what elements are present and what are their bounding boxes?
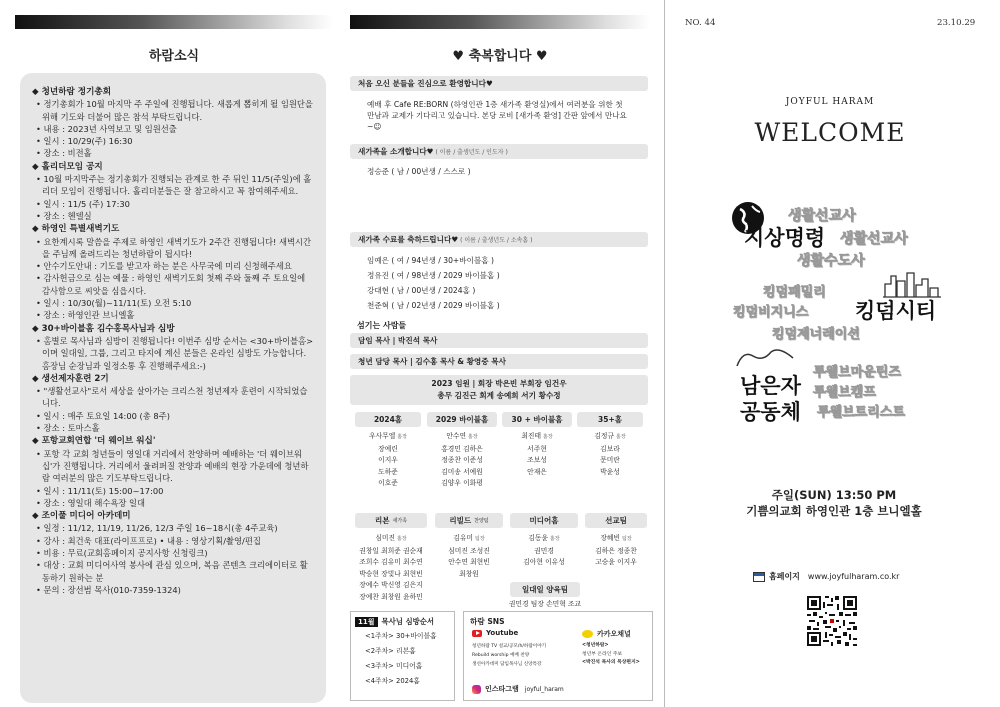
news-heading: ◆ 생선제자훈련 2기 — [32, 373, 109, 384]
member-row — [579, 557, 653, 569]
member-row — [573, 455, 647, 467]
news-item: • 일시 : 매주 토요일 14:00 (총 8주) — [36, 410, 170, 421]
news-item: • 일시 : 11/5 (주) 17:30 — [36, 198, 130, 209]
member-row — [351, 431, 425, 444]
member-row — [504, 533, 584, 546]
keyword-kingdom-family: 킹덤패밀리 — [763, 285, 826, 300]
instagram-id: joyful_haram — [524, 685, 564, 693]
member-name: 장예린 — [378, 444, 398, 453]
news-panel — [20, 73, 326, 703]
graduation-label: 새가족 수료를 축하드립니다♥ — [358, 235, 459, 244]
team-label: 리본 — [375, 515, 390, 525]
news-item: • 일정 : 11/12, 11/19, 11/26, 12/3 주일 16~18시(총 4주교육) — [36, 523, 278, 534]
news-item: • 장소 : 헨델실 — [36, 210, 92, 221]
member-row — [573, 444, 647, 456]
youth-pastor-bar — [350, 354, 648, 369]
member-name: 문미란 — [600, 456, 620, 464]
new-family-note: ( 이름 / 출생년도 / 인도자 ) — [435, 149, 508, 156]
team-pill — [585, 513, 647, 528]
browser-icon — [753, 572, 765, 582]
visit-item: <4주차> 2024홈 — [365, 677, 420, 685]
member-name: 김동윤 — [528, 534, 549, 542]
news-item: • 장소 : 비전홀 — [36, 148, 92, 159]
welcome-bar — [350, 76, 648, 91]
member-role: 홈장 — [616, 434, 626, 440]
member-row — [579, 546, 653, 558]
news-item: • 강사 : 최건욱 대표(라이프프로) • 내용 : 영상기획/촬영/편집 — [36, 535, 261, 546]
news-item: • 대상 : 교회 미디어사역 봉사에 관심 있으며, 복음 콘텐츠 크리에이터로 활동하기 원하는 분 — [36, 560, 308, 583]
team-label: 선교팀 — [605, 515, 627, 525]
city-skyline-icon — [883, 270, 941, 298]
graduate-name: 정유진 ( 여 / 98년생 / 2029 바이블홈 ) — [367, 271, 500, 280]
member-name: 김미송 서예원 — [441, 467, 483, 476]
member-row — [429, 569, 509, 581]
member-role: 홈장 — [397, 536, 407, 542]
member-row — [349, 592, 433, 604]
new-family-label: 새가족을 소개합니다♥ — [358, 147, 434, 156]
youtube-icon — [472, 630, 482, 637]
blessing-title: ♥ 축복합니다 ♥ — [452, 49, 548, 64]
team-members — [579, 533, 653, 569]
officers-line-2: 총무 김진근 회계 송예희 서기 황수정 — [437, 391, 561, 400]
instagram-link[interactable] — [472, 684, 564, 694]
news-heading: ◆ 홀리더모임 공지 — [32, 161, 103, 172]
team-members — [349, 533, 433, 603]
kakao-icon — [582, 630, 593, 638]
member-role: 팀장 — [475, 536, 485, 542]
youtube-channel[interactable]: 청년하람 TV 설교/공모/h/하람이야기 — [472, 644, 547, 649]
leaders-title: 섬기는 사람들 — [357, 321, 407, 330]
youth-pastor-label: 청년 담당 목사 | 김수홍 목사 & 황영중 목사 — [358, 357, 506, 366]
team-sub: 새가족 — [392, 517, 407, 524]
graduation-bar — [350, 232, 648, 247]
member-row — [573, 467, 647, 479]
member-row — [573, 431, 647, 444]
home-pill: 2024홈 — [355, 412, 421, 427]
news-heading: ◆ 조이풀 미디어 아카데미 — [32, 511, 131, 522]
homepage-label: 홈페이지 — [769, 572, 800, 581]
member-row — [579, 533, 653, 546]
news-item: • 포항 각 교회 청년들이 영일대 거리에서 찬양하며 예배하는 '더 웨이브워십'가 진행됩니다. 거리에서 울려퍼질 찬양과 예배의 현장 가운데에 청년하람 여러분의 많은 기도부탁드립니다. — [36, 448, 309, 484]
member-name: 조보성 — [527, 456, 547, 464]
member-row — [351, 467, 425, 479]
welcome-headline: WELCOME — [754, 118, 906, 147]
member-name: 권민경 — [534, 546, 554, 555]
keyword-community: 공동체 — [740, 400, 801, 424]
member-name: 조희수 김유미 최수연 — [359, 558, 423, 566]
member-name: 장예찬 최창원 윤하민 — [359, 592, 423, 601]
graduation-list — [367, 253, 500, 313]
member-name: 김보라 — [600, 444, 620, 453]
graduate-name: 강대현 ( 남 / 00년생 / 2024홈 ) — [367, 286, 476, 295]
team-pill — [355, 513, 427, 528]
member-name: 우사무엘 — [369, 432, 396, 440]
news-item: • 안수기도안내 : 기도를 받고자 하는 분은 사무국에 미리 신청해주세요 — [36, 261, 292, 272]
member-row — [349, 533, 433, 546]
new-family-name: 정승준 ( 남 / 00년생 / 스스로 ) — [367, 167, 471, 176]
welcome-text: 예배 후 Cafe RE:BORN (하영인관 1층 새가족 환영실)에서 여러분을 위한 첫 만남과 교제가 기다리고 있습니다. 본당 로비 [새가족 환영] 간판 앞에서 만나요~☺ — [367, 100, 627, 131]
news-item: • 장소 : 하영인관 브니엘홀 — [36, 310, 135, 321]
qr-code[interactable] — [807, 596, 857, 646]
member-role: 홈장 — [543, 434, 553, 440]
sns-title: 하람 SNS — [470, 617, 505, 626]
graduate-name: 천준혁 ( 남 / 02년생 / 2029 바이블홈 ) — [367, 301, 500, 310]
visit-item: <2주차> 리본홈 — [365, 647, 416, 655]
kakao-link[interactable] — [582, 629, 631, 639]
member-name: 김하은 정종찬 — [595, 546, 637, 555]
member-name: 심미진 — [375, 534, 396, 542]
youtube-label: Youtube — [486, 629, 519, 637]
team-pill — [435, 513, 503, 528]
home-pill: 30 + 바이블홈 — [502, 412, 572, 427]
header-gradient-bar — [350, 15, 650, 29]
youtube-channel[interactable]: Rebuild worship 예배 찬양 — [472, 653, 530, 658]
new-family-bar — [350, 144, 648, 159]
member-name: 안수연 최현빈 — [448, 558, 490, 566]
news-item: • 문의 : 장선범 목사(010-7359-1324) — [36, 584, 181, 595]
member-name: 이지우 — [378, 456, 398, 464]
graduation-note: ( 이름 / 출생년도 / 소속홈 ) — [460, 237, 533, 244]
member-row — [351, 455, 425, 467]
visit-order-header — [351, 612, 454, 629]
member-row — [429, 533, 509, 546]
member-name: 서주현 — [527, 444, 547, 453]
keyword-twelve-camp: 투웰브캠프 — [813, 385, 876, 400]
home-pill: 2029 바이블홈 — [427, 412, 497, 427]
team-members — [504, 533, 584, 569]
member-name: 김양우 이화평 — [441, 479, 483, 487]
member-name: 김아현 이유성 — [523, 558, 565, 566]
visit-list — [351, 629, 454, 689]
news-item: • 홈별로 목사님과 심방이 진행됩니다! 이번주 심방 순서는 <30+바이블홈>이며 일대일, 그룹, 그리고 타지에 계신 분들은 온라인 심방도 가능합니다. 홈장님 순장님과 일정소통 후 진행해주세요:-) — [36, 335, 314, 371]
member-row — [351, 444, 425, 456]
youtube-link[interactable] — [472, 629, 518, 637]
member-name: 김정규 — [594, 432, 615, 440]
member-name: 최창원 — [459, 569, 479, 578]
service-info — [705, 487, 963, 519]
member-row — [429, 557, 509, 569]
news-title: 하람소식 — [148, 49, 200, 64]
youtube-channels — [472, 642, 546, 669]
instagram-icon — [472, 685, 481, 694]
member-row — [498, 431, 576, 444]
member-role: 팀장 — [622, 536, 632, 542]
news-item: • "생활선교사"로서 세상을 살아가는 크리스천 청년제자 훈련이 시작되었습니다. — [36, 386, 308, 409]
member-name: 정종찬 이준성 — [441, 456, 483, 464]
member-row — [349, 546, 433, 558]
member-row — [349, 580, 433, 592]
sns-box — [463, 611, 653, 701]
team-pill — [510, 513, 578, 528]
member-row — [423, 431, 501, 444]
news-item: • 내용 : 2023년 사역보고 및 임원선출 — [36, 123, 177, 134]
kakao-channels — [582, 642, 642, 668]
news-item: • 일시 : 11/11(토) 15:00~17:00 — [36, 485, 164, 496]
member-name: 심미진 조성진 — [448, 546, 490, 555]
home-members — [498, 431, 576, 478]
news-column — [15, 15, 333, 695]
visit-item: <3주차> 미디어홈 — [365, 662, 423, 670]
member-row — [423, 455, 501, 467]
keyword-twelve-tourist: 투웰브트리스트 — [817, 405, 905, 420]
news-heading: ◆ 청년하람 정기총회 — [32, 87, 112, 97]
youtube-channel[interactable]: 생선아카데미 담임목사님 신앙특강 — [472, 662, 542, 667]
member-row — [498, 467, 576, 479]
org-name: JOYFUL HARAM — [785, 97, 875, 107]
issue-date: 23.10.29 — [937, 18, 976, 28]
graduate-name: 임예은 ( 여 / 94년생 / 30+바이블홈 ) — [367, 256, 494, 265]
officers-line-1: 2023 임원 | 회장 박은빈 부회장 임건우 — [431, 379, 567, 388]
member-name: 박윤성 — [600, 467, 620, 476]
member-name: 이호준 — [378, 479, 398, 487]
news-item: • 감사헌금으로 심는 예물 : 하영인 새벽기도회 첫째 주와 둘째 주 토요일에 감사함으로 씨앗을 심읍시다. — [36, 273, 306, 296]
issue-number: NO. 44 — [685, 18, 716, 28]
cover-column — [665, 0, 1000, 707]
member-row — [423, 467, 501, 479]
member-name: 안재은 — [527, 467, 547, 476]
news-item: • 장소 : 토마스홀 — [36, 423, 100, 434]
news-item: • 장소 : 영일대 해수욕장 일대 — [36, 497, 146, 508]
member-role: 홈장 — [397, 434, 407, 440]
team-label: 리빌드 — [449, 515, 472, 525]
service-time: 주일(SUN) 13:50 PM — [771, 488, 897, 502]
news-item: • 일시 : 10/30(월)~11/11(토) 오전 5:10 — [36, 298, 192, 309]
news-item: • 요한계시록 말씀을 주제로 하영인 새벽기도가 2주간 진행됩니다! 새벽시간을 주님께 올려드리는 청년하람이 됩시다! — [36, 236, 312, 259]
officers-bar — [350, 375, 648, 405]
team-members — [429, 533, 509, 580]
wave-icon — [735, 348, 795, 368]
kakao-channel[interactable]: <청년하람> — [582, 643, 609, 648]
header-gradient-bar — [15, 15, 333, 29]
member-role: 홈장 — [550, 536, 560, 542]
news-item: • 정기총회가 10월 마지막 주 주일에 진행됩니다. 새롭게 뽑히게 될 임원단을 위해 기도와 더불어 많은 참석 부탁드립니다. — [36, 99, 313, 122]
member-row — [423, 444, 501, 456]
pastor-bar — [350, 333, 648, 348]
news-item: • 10월 마지막주는 정기총회가 진행되는 관계로 한 주 뒤인 11/5(주일)에 홀리더 모임이 진행됩니다. 홀리더분들은 잘 참고하시고 꼭 참여해주세요. — [36, 174, 312, 197]
home-members — [351, 431, 425, 490]
member-name: 박승현 장빛나 최현빈 — [359, 569, 423, 578]
homepage-link[interactable] — [753, 571, 899, 582]
member-row — [498, 444, 576, 456]
homepage-url[interactable]: www.joyfulharam.co.kr — [807, 572, 900, 581]
qt-team-pill: 일대일 양육팀 — [510, 582, 580, 597]
visit-month-tag: 11월 — [355, 617, 378, 627]
keyword-remnant: 남은자 — [740, 374, 801, 398]
member-row — [504, 557, 584, 569]
visit-order-box — [350, 611, 455, 701]
member-row — [504, 546, 584, 558]
news-heading: ◆ 30+바이블홈 김수홍목사님과 심방 — [32, 323, 175, 334]
member-row — [349, 557, 433, 569]
member-name: 장예수 박신영 김은지 — [359, 581, 423, 589]
keyword-great-commission: 지상명령 — [744, 226, 826, 250]
keyword-life-missionary: 생활선교사 — [788, 208, 856, 224]
kakao-label: 카카오채널 — [597, 630, 631, 638]
team-label: 미디어홈 — [529, 515, 559, 525]
member-row — [498, 455, 576, 467]
member-name: 최진태 — [521, 432, 542, 440]
home-pill: 35+홈 — [577, 412, 643, 427]
qt-team-names: 권민경 팀장 손민혁 조교 — [508, 600, 582, 608]
keyword-twelve-mountains: 투웰브마운틴즈 — [813, 365, 901, 380]
home-members — [423, 431, 501, 490]
visit-title: 목사님 심방순서 — [381, 617, 435, 626]
kakao-channel-desc: 청년부 온라인 주보 — [582, 651, 623, 657]
visit-item: <1주차> 30+바이블홈 — [365, 632, 437, 640]
member-name: 고승윤 이지우 — [595, 558, 637, 566]
news-item: • 비용 : 무료(교회홈페이지 공지사항 신청링크) — [36, 547, 208, 558]
member-row — [351, 478, 425, 490]
member-row — [429, 546, 509, 558]
member-row — [423, 478, 501, 490]
keyword-kingdom-city: 킹덤시티 — [855, 299, 937, 323]
team-sub: 찬양팀 — [474, 517, 489, 524]
member-role: 홈장 — [468, 434, 478, 440]
welcome-bar-label: 처음 오신 분들을 진심으로 환영합니다♥ — [358, 79, 493, 88]
keyword-kingdom-business: 킹덤비지니스 — [733, 305, 809, 320]
member-name: 도하준 — [378, 467, 398, 476]
keyword-kingdom-generation: 킹덤제너레이션 — [772, 327, 860, 342]
service-location: 기쁨의교회 하영인관 1층 브니엘홀 — [746, 504, 922, 518]
blessing-column — [345, 15, 655, 695]
news-item: • 일시 : 10/29(주) 16:30 — [36, 136, 133, 147]
kakao-channel[interactable]: <박진석 목사의 묵상편지> — [582, 660, 640, 665]
member-row — [349, 569, 433, 581]
keyword-life-missionary-2: 생활선교사 — [840, 231, 908, 247]
pastor-label: 담임 목사 | 박진석 목사 — [358, 336, 438, 345]
member-name: 홍경민 김하은 — [441, 444, 483, 453]
member-name: 장혜빈 — [600, 534, 621, 542]
member-name: 안수연 — [446, 432, 467, 440]
member-name: 권창일 최희준 권순재 — [359, 546, 423, 555]
news-heading: ◆ 포항교회연합 '더 웨이브 워십' — [32, 436, 156, 447]
news-heading: ◆ 하영인 특별새벽기도 — [32, 224, 120, 235]
home-members — [573, 431, 647, 478]
keyword-life-monk: 생활수도사 — [797, 253, 865, 269]
instagram-label: 인스타그램 — [485, 685, 519, 693]
member-name: 김유미 — [453, 534, 474, 542]
